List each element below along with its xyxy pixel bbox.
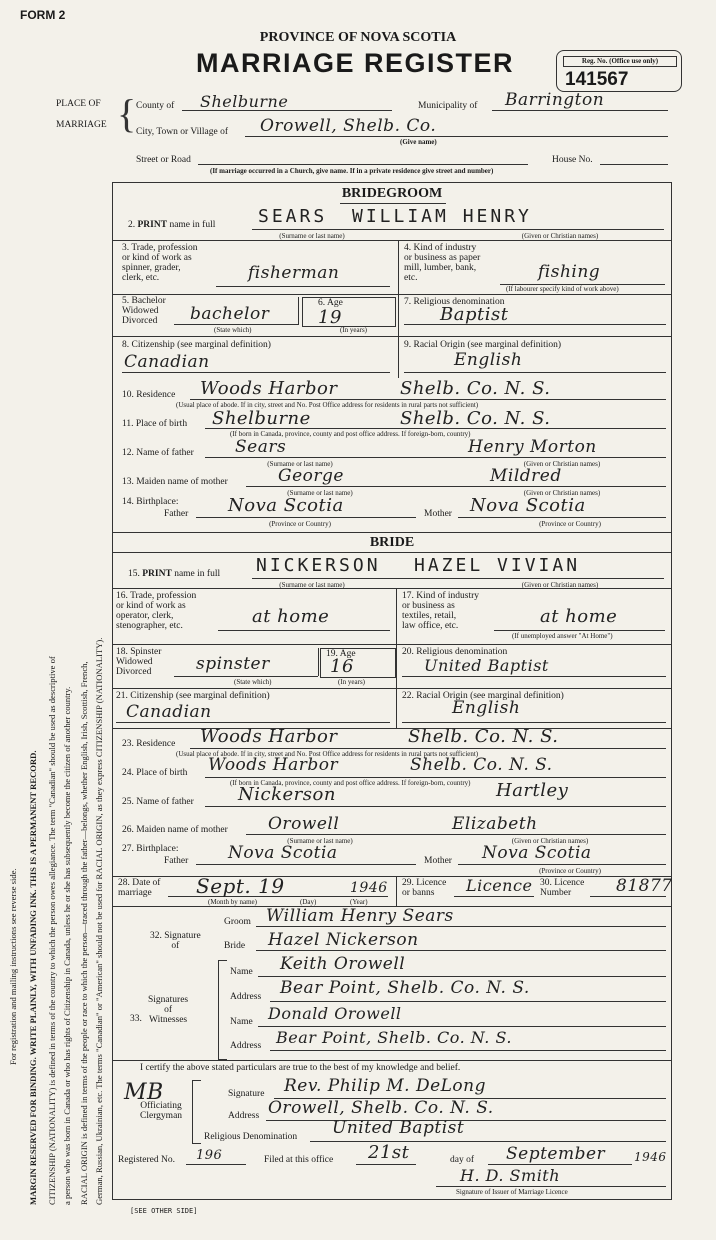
certify-text: I certify the above stated particulars are true to the best of my knowledge and belief. [140,1063,461,1073]
groom-state-caption: (State which) [214,326,252,334]
bride-industry-label: 17. Kind of industry or business as textiles, retail, law office, etc. [402,591,480,631]
groom-mother-surname: George [278,466,344,486]
groom-residence-caption: (Usual place of abode. If in city, street and No. Post Office address for residents in rural parts not sufficient) [176,401,479,409]
groom-bp-f-caption: (Province or Country) [269,520,331,528]
bride-sig-label: Bride [224,941,246,951]
signature-label: 32. Signature of [150,931,201,951]
bride-father-surname: Nickerson [238,784,336,805]
month-caption: (Month by name) [208,898,257,906]
groom-mother-given-cap: (Given or Christian names) [523,489,601,497]
bride-print-label: name in full [174,569,221,579]
w2-name-label: Name [230,1017,253,1027]
groom-print-bold: PRINT [137,220,168,230]
margin-note-2: MARGIN RESERVED FOR BINDING. WRITE PLAINLY, WITH UNFADING INK. THIS IS A PERMANENT RECORD. [28,750,38,1205]
witness-no: 33. [130,1014,142,1024]
marriage-month-day: Sept. 19 [196,874,285,898]
bride-citizenship-label: 21. Citizenship (see marginal definition) [116,691,270,701]
bride-bp-father-label: Father [164,856,189,866]
groom-religion-label: 7. Religious denomination [404,297,505,307]
bride-state-caption: (State which) [234,678,272,686]
bride-religion: United Baptist [424,656,549,675]
bride-trade: at home [252,606,330,627]
clergy-label: Officiating Clergyman [140,1101,183,1121]
w2-name: Donald Orowell [268,1004,402,1023]
groom-heading: BRIDEGROOM [341,186,443,201]
groom-bp-mother-label: Mother [424,509,452,519]
witness-label: Signatures of Witnesses [148,995,189,1025]
bride-trade-label: 16. Trade, profession or kind of work as operator, clerk, stenographer, etc. [116,591,197,631]
w1-name: Keith Orowell [280,954,406,974]
licence-value: Licence [466,876,533,895]
reg-number-label: Reg. No. (Office use only) [563,56,677,67]
bride-religion-label: 20. Religious denomination [402,647,508,657]
bracket: { [117,91,137,136]
bride-citizenship: Canadian [126,702,212,722]
bride-residence-caption: (Usual place of abode. If in city, street and No. Post Office address for residents in rural parts not sufficient) [176,750,479,758]
bride-given-caption: (Given or Christian names) [521,581,599,589]
bride-industry: at home [540,606,618,627]
house-label: House No. [552,155,593,165]
groom-racial: English [454,350,523,370]
groom-given: WILLIAM HENRY [352,206,532,227]
place-label: PLACE OF [56,99,101,109]
w1-name-label: Name [230,967,253,977]
bride-racial: English [452,698,521,718]
margin-note-5: RACIAL ORIGIN is defined in terms of the people or race to which the person—traced through the father—belongs, whether English, Irish, Scottish, French, [79,661,89,1205]
groom-bp-mother: Nova Scotia [470,495,586,516]
groom-trade-label: 3. Trade, profession or kind of work as spinner, grader, clerk, etc. [122,243,198,283]
groom-industry: fishing [538,262,601,282]
bride-print-bold: PRINT [142,569,172,579]
w1-address: Bear Point, Shelb. Co. N. S. [280,978,530,998]
groom-mother-label: 13. Maiden name of mother [122,477,228,487]
groom-mother-given: Mildred [490,466,562,486]
city-value: Orowell, Shelb. Co. [260,116,437,136]
marriage-label: MARRIAGE [56,120,107,130]
groom-mother-surname-cap: (Surname or last name) [287,489,353,497]
groom-birth-2: Shelb. Co. N. S. [400,408,551,429]
groom-birth-caption: (If born in Canada, province, county and post office address. If foreign-born, country) [230,430,471,438]
groom-signature: William Henry Sears [266,906,454,926]
groom-age: 19 [318,307,342,328]
see-other-side: [SEE OTHER SIDE] [130,1207,198,1215]
bride-racial-label: 22. Racial Origin (see marginal definition) [402,691,564,701]
groom-father-surname: Sears [235,437,287,457]
clergy-initials: MB [124,1080,164,1105]
clergy-addr-label: Address [228,1111,260,1121]
bride-residence-2: Shelb. Co. N. S. [408,726,559,747]
bride-birth-2: Shelb. Co. N. S. [410,755,553,775]
bride-bp-label: 27. Birthplace: [122,844,179,854]
licence-number: 81877 [616,876,673,896]
groom-residence-label: 10. Residence [122,390,176,400]
groom-bp-father: Nova Scotia [228,495,344,516]
municipality-label: Municipality of [418,101,478,111]
bride-mother-given-cap: (Given or Christian names) [511,837,589,845]
bride-residence-1: Woods Harbor [200,726,338,747]
bride-father-label: 25. Name of father [122,797,194,807]
bride-state: spinster [196,654,270,674]
groom-religion: Baptist [440,304,509,325]
clergy-address: Orowell, Shelb. Co. N. S. [268,1098,494,1118]
groom-state: bachelor [190,304,270,324]
margin-note-3: CITIZENSHIP (NATIONALITY) is defined in terms of the country to which the person owes allegiance. The term "Canadian" should be used as descriptive of [47,656,57,1205]
margin-note-1: For registration and mailing instructions see reverse side. [8,868,18,1065]
groom-age-caption: (In years) [340,326,368,334]
filed-label: Filed at this office [264,1155,334,1165]
licence-label: 29. Licence or banns [402,878,447,898]
bride-mother-surname-cap: (Surname or last name) [287,837,353,845]
margin-note-4: a person who was born in Canada or who has rights of Citizenship in Canada, unless he or she has subsequently become the citizen of another country. [62,686,72,1205]
street-label: Street or Road [136,155,191,165]
groom-bp-m-caption: (Province or Country) [539,520,601,528]
groom-trade: fisherman [248,263,340,283]
bride-age-caption: (In years) [338,678,366,686]
bride-birth-label: 24. Place of birth [122,768,188,778]
registered-number: 196 [196,1148,223,1163]
bride-heading: BRIDE [369,535,415,550]
bride-surname-caption: (Surname or last name) [279,581,345,589]
bride-bp-father: Nova Scotia [228,843,338,863]
bride-age-label: 19. Age [326,649,356,659]
registered-label: Registered No. [118,1155,175,1165]
bride-signature: Hazel Nickerson [268,930,419,950]
groom-print-no: 2. [128,220,136,230]
groom-industry-label: 4. Kind of industry or business as paper mill, lumber, bank, etc. [404,243,481,283]
groom-surname-caption: (Surname or last name) [279,232,345,240]
groom-father-label: 12. Name of father [122,448,194,458]
groom-father-given: Henry Morton [468,437,597,457]
province-heading: PROVINCE OF NOVA SCOTIA [259,30,457,45]
margin-note-6: German, Russian, Ukrainian, etc. The terms "Canadian" or "American" should not be used for RACIAL ORIGIN, as they express CITIZENSHIP (NATIONALITY). [94,637,104,1205]
date-label: 28. Date of marriage [118,878,161,898]
groom-state-label: 5. Bachelor Widowed Divorced [122,296,166,326]
place-note: (If marriage occurred in a Church, give name. If in a private residence give street and number) [210,167,494,175]
groom-birth-label: 11. Place of birth [122,419,188,429]
clergy-religion-label: Religious Denomination [204,1132,298,1142]
groom-sig-label: Groom [224,917,251,927]
groom-bp-label: 14. Birthplace: [122,497,179,507]
clergy-religion: United Baptist [332,1118,465,1138]
groom-residence-2: Shelb. Co. N. S. [400,378,551,399]
bride-father-given: Hartley [496,780,569,801]
bride-birth-1: Woods Harbor [208,755,339,775]
licence-number-label: 30. Licence Number [540,878,585,898]
day-caption: (Day) [300,898,317,906]
county-value: Shelburne [200,92,289,111]
clergy-signature: Rev. Philip M. DeLong [284,1076,486,1096]
county-label: County of [136,101,175,111]
municipality-value: Barrington [505,90,605,110]
groom-residence-1: Woods Harbor [200,378,338,399]
reg-number: 141567 [565,69,629,90]
city-label: City, Town or Village of [136,127,228,137]
groom-citizenship: Canadian [124,352,210,372]
bride-industry-note: (If unemployed answer "At Home") [512,632,613,640]
groom-father-surname-cap: (Surname or last name) [267,460,333,468]
bride-age: 16 [330,656,354,677]
bride-bp-mother: Nova Scotia [482,843,592,863]
filed-year: 1946 [634,1150,667,1164]
clergy-sig-label: Signature [228,1089,265,1099]
w2-address-label: Address [230,1041,262,1051]
bride-surname: NICKERSON [256,555,381,576]
form-number: FORM 2 [20,8,66,22]
issuer-caption: Signature of Issuer of Marriage Licence [456,1188,568,1196]
bride-mother-given: Elizabeth [452,814,538,834]
bride-state-label: 18. Spinster Widowed Divorced [116,647,162,677]
bride-print-no: 15. [128,569,140,579]
groom-bp-father-label: Father [164,509,189,519]
groom-citizenship-label: 8. Citizenship (see marginal definition) [122,340,271,350]
bride-residence-label: 23. Residence [122,739,176,749]
groom-given-caption: (Given or Christian names) [521,232,599,240]
w2-address: Bear Point, Shelb. Co. N. S. [276,1028,512,1047]
bride-given: HAZEL VIVIAN [414,555,581,576]
day-of-label: day of [450,1155,475,1165]
w1-address-label: Address [230,992,262,1002]
filed-day: 21st [368,1142,410,1163]
marriage-year: 1946 [350,880,388,896]
bride-mother-label: 26. Maiden name of mother [122,825,228,835]
year-caption: (Year) [350,898,368,906]
bride-bp-mother-label: Mother [424,856,452,866]
issuer-signature: H. D. Smith [460,1166,561,1185]
bride-birth-caption: (If born in Canada, province, county and post office address. If foreign-born, country) [230,779,471,787]
groom-industry-note: (If labourer specify kind of work above) [506,285,619,293]
give-name-caption: (Give name) [400,138,437,146]
groom-surname: SEARS [258,206,328,227]
filed-month: September [506,1144,606,1164]
bride-bp-m-caption: (Province or Country) [539,867,601,875]
groom-birth-1: Shelburne [212,408,311,429]
page-title: MARRIAGE REGISTER [195,48,515,78]
groom-age-label: 6. Age [318,298,343,308]
groom-print-label: name in full [169,220,216,230]
groom-father-given-cap: (Given or Christian names) [523,460,601,468]
reg-number-box [556,50,682,92]
bride-mother-surname: Orowell [268,814,340,834]
groom-racial-label: 9. Racial Origin (see marginal definition) [404,340,562,350]
